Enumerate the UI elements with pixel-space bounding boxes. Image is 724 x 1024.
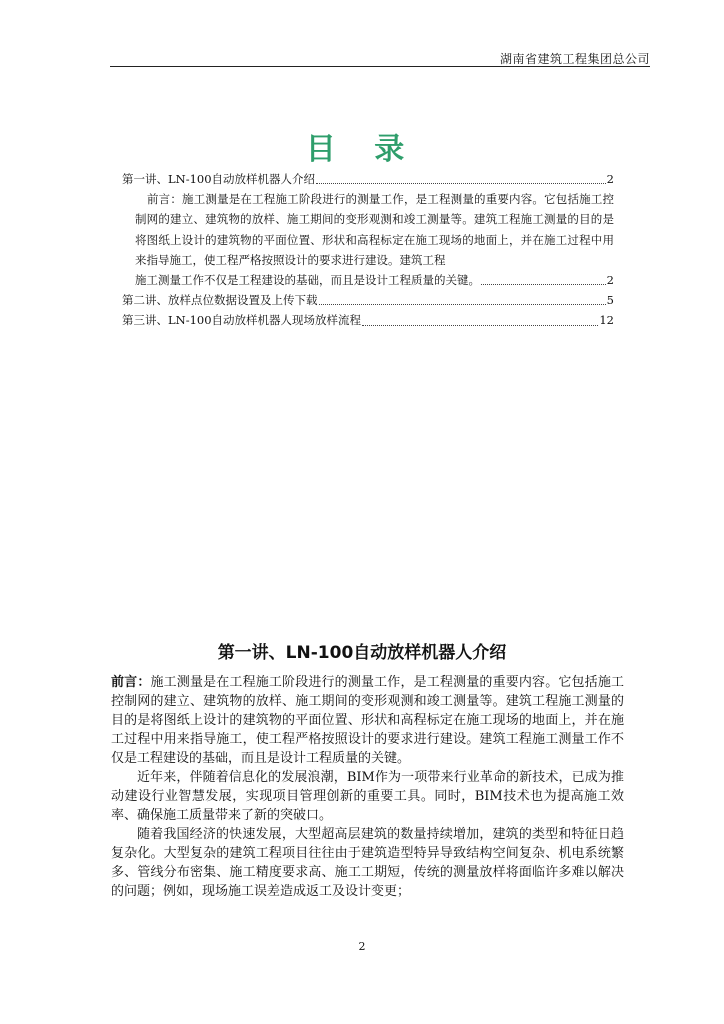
page-number: 2 (358, 940, 366, 953)
toc-entry-page: 12 (599, 313, 614, 328)
table-of-contents (122, 169, 614, 331)
toc-entry-page: 2 (606, 172, 614, 186)
toc-leader-dots (316, 174, 606, 184)
section-heading: 第一讲、LN-100自动放样机器人介绍 (217, 643, 507, 663)
preface-paragraph (111, 673, 624, 768)
toc-leader-dots (362, 316, 598, 326)
body-paragraph-3: 随着我国经济的快速发展，大型超高层建筑的数量持续增加，建筑的类型和特征日趋复杂化。大型复杂的建筑工程项目往往由于建筑造型特异导致结构空间复杂、机电系统繁多、管线分布密集、施工精度要求高、施工工期短，传统的测量放样将面临许多难以解决的问题；例如，现场施工误差造成返工及设计变更； (111, 827, 624, 899)
toc-entry-page: 5 (606, 293, 614, 308)
toc-preface-entry[interactable] (122, 189, 614, 270)
toc-entry-label: 第二讲、放样点位数据设置及上传下载 (122, 293, 318, 308)
toc-leader-dots (481, 275, 606, 285)
toc-entry-label: 第三讲、LN-100自动放样机器人现场放样流程 (122, 313, 362, 328)
section-body (111, 673, 624, 901)
body-paragraph-2: 近年来，伴随着信息化的发展浪潮，BIM作为一项带来行业革命的新技术，已成为推动建设行业智慧发展，实现项目管理创新的重要工具。同时，BIM技术也为提高施工效率、确保施工质量带来了新的突破口。 (111, 770, 624, 823)
toc-preface-text: 前言：施工测量是在工程施工阶段进行的测量工作，是工程测量的重要内容。它包括施工控制网的建立、建筑物的放样、施工期间的变形观测和竣工测量等。建筑工程施工测量的目的是将图纸上设计的建筑物的平面位置、形状和高程标定在施工现场的地面上，并在施工过程中用来指导施工，使工程严格按照设计的要求进行建设。建筑工程 (135, 192, 614, 267)
preface-lead: 前言： (111, 675, 151, 690)
toc-entry-1[interactable] (122, 169, 614, 189)
header-company-name: 湖南省建筑工程集团总公司 (499, 52, 650, 66)
toc-title: 目 录 (305, 132, 419, 167)
toc-entry-label: 第一讲、LN-100自动放样机器人介绍 (122, 172, 316, 186)
preface-body: 施工测量是在工程施工阶段进行的测量工作，是工程测量的重要内容。它包括施工控制网的建立、建筑物的放样、施工期间的变形观测和竣工测量等。建筑工程施工测量的目的是将图纸上设计的建筑物的平面位置、形状和高程标定在施工现场的地面上，并在施工过程中用来指导施工，使工程严格按照设计的要求进行建设。建筑工程施工测量工作不仅是工程建设的基础，而且是设计工程质量的关键。 (111, 675, 624, 766)
toc-entry-3[interactable] (122, 310, 614, 330)
toc-preface-entry-end[interactable] (122, 270, 614, 290)
toc-preface-page: 2 (606, 273, 614, 288)
toc-entry-2[interactable] (122, 290, 614, 310)
header-rule (110, 66, 650, 67)
toc-leader-dots (319, 295, 606, 305)
toc-preface-last-line: 施工测量工作不仅是工程建设的基础，而且是设计工程质量的关键。 (135, 273, 480, 288)
